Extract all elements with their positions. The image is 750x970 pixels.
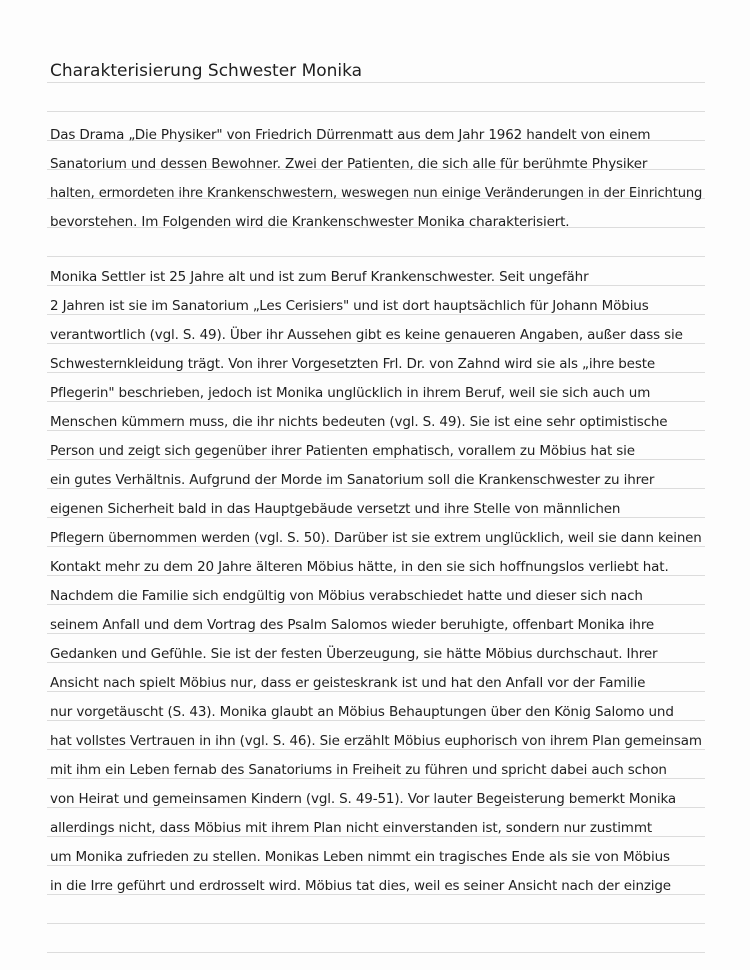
paragraph-2-line: eigenen Sicherheit bald in das Hauptgebäude versetzt und ihre Stelle von männlichen (50, 501, 621, 517)
paragraph-2-line: Pflegerin" beschrieben, jedoch ist Monika unglücklich in ihrem Beruf, weil sie sich auch um (50, 385, 651, 401)
ruled-line (47, 82, 705, 83)
paragraph-2-line: Gedanken und Gefühle. Sie ist der festen Überzeugung, sie hätte Möbius durchschaut. Ihrer (50, 646, 658, 662)
paragraph-1-line: Sanatorium und dessen Bewohner. Zwei der Patienten, die sich alle für berühmte Physiker (50, 156, 648, 172)
paragraph-2-line: Schwesternkleidung trägt. Von ihrer Vorgesetzten Frl. Dr. von Zahnd wird sie als „ihre beste (50, 356, 656, 372)
paragraph-2-line: seinem Anfall und dem Vortrag des Psalm Salomos wieder beruhigte, offenbart Monika ihre (50, 617, 655, 633)
paragraph-2-line: mit ihm ein Leben fernab des Sanatoriums in Freiheit zu führen und spricht dabei auch schon (50, 762, 667, 778)
paragraph-2-line: allerdings nicht, dass Möbius mit ihrem Plan nicht einverstanden ist, sondern nur zustimmt (50, 820, 652, 836)
ruled-line (47, 952, 705, 953)
paragraph-1-line: Das Drama „Die Physiker" von Friedrich Dürrenmatt aus dem Jahr 1962 handelt von einem (50, 127, 651, 143)
page-title: Charakterisierung Schwester Monika (50, 61, 363, 81)
paragraph-2-line: Monika Settler ist 25 Jahre alt und ist zum Beruf Krankenschwester. Seit ungefähr (50, 269, 589, 285)
paragraph-2-line: um Monika zufrieden zu stellen. Monikas Leben nimmt ein tragisches Ende als sie von Möbius (50, 849, 670, 865)
paragraph-2-line: Nachdem die Familie sich endgültig von Möbius verabschiedet hatte und dieser sich nach (50, 588, 643, 604)
paragraph-2-line: Kontakt mehr zu dem 20 Jahre älteren Möbius hätte, in den sie sich hoffnungslos verliebt hat. (50, 559, 669, 575)
paragraph-2-line: ein gutes Verhältnis. Aufgrund der Morde im Sanatorium soll die Krankenschwester zu ihrer (50, 472, 655, 488)
paragraph-2-line: Menschen kümmern muss, die ihr nichts bedeuten (vgl. S. 49). Sie ist eine sehr optimistische (50, 414, 668, 430)
paragraph-2-line: 2 Jahren ist sie im Sanatorium „Les Cerisiers" und ist dort hauptsächlich für Johann Möbius (50, 298, 649, 314)
ruled-line (47, 111, 705, 112)
paragraph-2-line: Person und zeigt sich gegenüber ihrer Patienten emphatisch, vorallem zu Möbius hat sie (50, 443, 635, 459)
ruled-line (47, 923, 705, 924)
paragraph-2-line: nur vorgetäuscht (S. 43). Monika glaubt an Möbius Behauptungen über den König Salomo und (50, 704, 674, 720)
paragraph-1-line: halten, ermordeten ihre Krankenschwestern, weswegen nun einige Veränderungen in der Einrichtung (50, 185, 703, 201)
ruled-line (47, 256, 705, 257)
paragraph-2-line: von Heirat und gemeinsamen Kindern (vgl. S. 49-51). Vor lauter Begeisterung bemerkt Monika (50, 791, 677, 807)
paragraph-1-line: bevorstehen. Im Folgenden wird die Krankenschwester Monika charakterisiert. (50, 214, 570, 230)
paragraph-2-line: in die Irre geführt und erdrosselt wird. Möbius tat dies, weil es seiner Ansicht nach der einzige (50, 878, 671, 894)
paragraph-2-line: verantwortlich (vgl. S. 49). Über ihr Aussehen gibt es keine genaueren Angaben, außer dass sie (50, 327, 683, 343)
paragraph-2-line: Pflegern übernommen werden (vgl. S. 50). Darüber ist sie extrem unglücklich, weil sie dann keinen (50, 530, 702, 546)
paragraph-2-line: Ansicht nach spielt Möbius nur, dass er geisteskrank ist und hat den Anfall vor der Familie (50, 675, 646, 691)
paragraph-2-line: hat vollstes Vertrauen in ihn (vgl. S. 46). Sie erzählt Möbius euphorisch von ihrem Plan gemeinsam (50, 733, 702, 749)
